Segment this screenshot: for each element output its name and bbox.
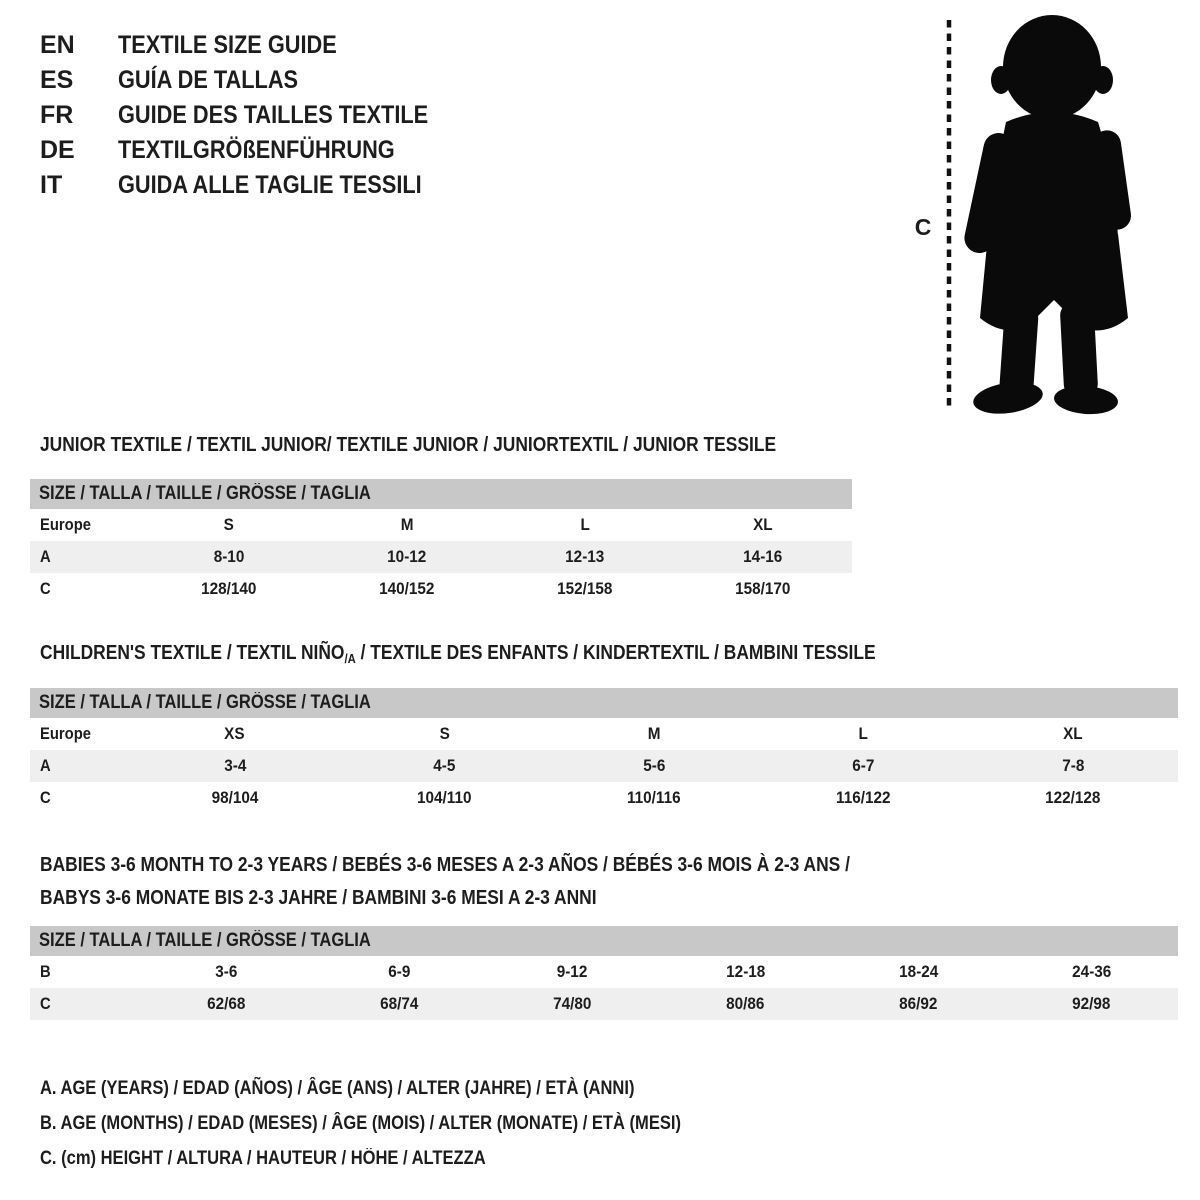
cell-text: 92/98 bbox=[1072, 994, 1111, 1013]
size-header-bar bbox=[30, 926, 1178, 956]
cell-text: 128/140 bbox=[201, 579, 257, 598]
row-label bbox=[30, 547, 140, 567]
cell bbox=[140, 994, 313, 1014]
cell-text: S bbox=[223, 515, 235, 534]
section-title-line1: BABIES 3-6 MONTH TO 2-3 YEARS / BEBÉS 3-6 MESES A 2-3 AÑOS / BÉBÉS 3-6 MOIS À 2-3 ANS / bbox=[40, 854, 850, 876]
row-label bbox=[30, 756, 130, 776]
cell-text: 3-6 bbox=[215, 962, 238, 981]
cell bbox=[496, 547, 674, 567]
legend-text: B. AGE (MONTHS) / EDAD (MESES) / ÂGE (MOIS) / ALTER (MONATE) / ETÀ (MESI) bbox=[40, 1113, 681, 1134]
language-label: TEXTILGRÖßENFÜHRUNG bbox=[118, 136, 395, 164]
cell bbox=[318, 547, 496, 567]
cell-text: 8-10 bbox=[213, 547, 245, 566]
row-label-text: A bbox=[40, 756, 51, 775]
cell bbox=[486, 994, 659, 1014]
size-header-bar bbox=[30, 688, 1178, 718]
row-label-text: C bbox=[40, 994, 51, 1013]
cell bbox=[832, 994, 1005, 1014]
table-row-a bbox=[30, 541, 852, 573]
cell-text: XL bbox=[753, 515, 773, 534]
cell-text: L bbox=[580, 515, 590, 534]
row-label bbox=[30, 962, 140, 982]
cell-text: S bbox=[439, 724, 450, 743]
language-code: ES bbox=[40, 66, 74, 94]
cell-text: 74/80 bbox=[553, 994, 592, 1013]
language-label: GUÍA DE TALLAS bbox=[118, 66, 299, 94]
cell bbox=[318, 515, 496, 535]
cell bbox=[832, 962, 1005, 982]
language-row bbox=[40, 98, 475, 133]
size-header-label: SIZE / TALLA / TAILLE / GRÖSSE / TAGLIA bbox=[39, 930, 371, 951]
cell bbox=[759, 756, 969, 776]
cell-text: L bbox=[858, 724, 869, 743]
cell bbox=[140, 962, 313, 982]
legend-line-a bbox=[40, 1071, 777, 1106]
cell-text: M bbox=[400, 515, 414, 534]
legend-text: C. (cm) HEIGHT / ALTURA / HAUTEUR / HÖHE / ALTEZZA bbox=[40, 1148, 486, 1169]
language-code: DE bbox=[40, 136, 75, 164]
row-label bbox=[30, 788, 130, 808]
row-label-text: Europe bbox=[40, 515, 91, 534]
cell bbox=[674, 579, 852, 599]
cell bbox=[486, 962, 659, 982]
cell-text: 140/152 bbox=[379, 579, 435, 598]
legend-text: A. AGE (YEARS) / EDAD (AÑOS) / ÂGE (ANS) / ALTER (JAHRE) / ETÀ (ANNI) bbox=[40, 1078, 635, 1099]
title-subscript: /A bbox=[344, 651, 356, 666]
section-title-babies bbox=[40, 849, 971, 915]
cell-text: 14-16 bbox=[743, 547, 783, 566]
language-row bbox=[40, 168, 475, 203]
table-row-c bbox=[30, 782, 1178, 814]
section-title-line2: BABYS 3-6 MONATE BIS 2-3 JAHRE / BAMBINI 3-6 MESI A 2-3 ANNI bbox=[40, 887, 597, 909]
cell bbox=[549, 788, 759, 808]
cell bbox=[549, 756, 759, 776]
cell-text: 5-6 bbox=[642, 756, 666, 775]
language-row bbox=[40, 28, 475, 63]
cell-text: 110/116 bbox=[627, 788, 681, 807]
cell bbox=[659, 962, 832, 982]
cell bbox=[968, 788, 1178, 808]
cell bbox=[659, 994, 832, 1014]
cell bbox=[674, 515, 852, 535]
legend-line-b bbox=[40, 1106, 777, 1141]
cell-text: 12-13 bbox=[565, 547, 605, 566]
cell-text: M bbox=[647, 724, 661, 743]
language-code: FR bbox=[40, 101, 74, 129]
language-label: TEXTILE SIZE GUIDE bbox=[118, 31, 337, 59]
height-figure bbox=[935, 10, 1145, 416]
cell-text: 152/158 bbox=[557, 579, 613, 598]
row-label-text: C bbox=[40, 788, 51, 807]
language-list bbox=[40, 28, 475, 203]
cell bbox=[313, 962, 486, 982]
cell-text: XL bbox=[1063, 724, 1083, 743]
language-code: IT bbox=[40, 171, 63, 199]
cell-text: 104/110 bbox=[417, 788, 472, 807]
cell bbox=[130, 756, 340, 776]
table-row-a bbox=[30, 750, 1178, 782]
table-row-europe bbox=[30, 718, 1178, 750]
legend bbox=[40, 1071, 777, 1176]
language-code: EN bbox=[40, 31, 75, 59]
cell bbox=[759, 724, 969, 744]
section-title-text: JUNIOR TEXTILE / TEXTIL JUNIOR/ TEXTILE JUNIOR / JUNIORTEXTIL / JUNIOR TESSILE bbox=[40, 434, 777, 456]
size-header-label: SIZE / TALLA / TAILLE / GRÖSSE / TAGLIA bbox=[39, 483, 371, 504]
table-row-b bbox=[30, 956, 1178, 988]
table-row-c bbox=[30, 988, 1178, 1020]
row-label bbox=[30, 579, 140, 599]
section-title-children bbox=[40, 642, 1000, 666]
cell bbox=[1005, 962, 1178, 982]
cell-text: 80/86 bbox=[726, 994, 765, 1013]
cell-text: 7-8 bbox=[1062, 756, 1085, 775]
cell bbox=[549, 724, 759, 744]
cell bbox=[759, 788, 969, 808]
cell bbox=[968, 756, 1178, 776]
row-label bbox=[30, 515, 140, 535]
cell bbox=[313, 994, 486, 1014]
row-label-text: B bbox=[40, 962, 51, 981]
title-pre: CHILDREN'S TEXTILE / TEXTIL NIÑO bbox=[40, 642, 345, 664]
cell-text: 6-7 bbox=[852, 756, 875, 775]
language-row bbox=[40, 133, 475, 168]
cell-text: 116/122 bbox=[836, 788, 891, 807]
cell bbox=[318, 579, 496, 599]
size-table-junior bbox=[30, 479, 852, 605]
cell-text: 62/68 bbox=[207, 994, 246, 1013]
table-row-europe bbox=[30, 509, 852, 541]
cell-text: 4-5 bbox=[433, 756, 456, 775]
height-measure-label: C bbox=[914, 214, 932, 240]
cell bbox=[968, 724, 1178, 744]
section-title-text bbox=[40, 642, 876, 666]
cell-text: 24-36 bbox=[1071, 962, 1112, 981]
table-row-c bbox=[30, 573, 852, 605]
cell-text: 86/92 bbox=[899, 994, 938, 1013]
cell-text: 12-18 bbox=[725, 962, 766, 981]
cell-text: 3-4 bbox=[223, 756, 246, 775]
cell-text: 158/170 bbox=[735, 579, 791, 598]
legend-line-c bbox=[40, 1141, 777, 1176]
row-label bbox=[30, 724, 130, 744]
cell bbox=[496, 579, 674, 599]
cell bbox=[1005, 994, 1178, 1014]
cell bbox=[340, 724, 550, 744]
cell bbox=[340, 756, 550, 776]
cell-text: 18-24 bbox=[898, 962, 939, 981]
cell-text: 9-12 bbox=[557, 962, 588, 981]
row-label-text: Europe bbox=[40, 724, 91, 743]
section-title-junior bbox=[40, 434, 886, 457]
cell-text: XS bbox=[224, 724, 246, 743]
cell-text: 68/74 bbox=[380, 994, 419, 1013]
size-table-babies bbox=[30, 926, 1178, 1020]
title-post: / TEXTILE DES ENFANTS / KINDERTEXTIL / BAMBINI TESSILE bbox=[355, 642, 876, 664]
language-row bbox=[40, 63, 475, 98]
cell bbox=[130, 788, 340, 808]
cell bbox=[140, 515, 318, 535]
language-label: GUIDE DES TAILLES TEXTILE bbox=[118, 101, 429, 129]
row-label-text: A bbox=[40, 547, 51, 566]
cell-text: 10-12 bbox=[387, 547, 427, 566]
cell bbox=[674, 547, 852, 567]
size-header-label: SIZE / TALLA / TAILLE / GRÖSSE / TAGLIA bbox=[39, 692, 371, 713]
row-label-text: C bbox=[40, 579, 51, 598]
cell bbox=[340, 788, 550, 808]
cell bbox=[130, 724, 340, 744]
cell-text: 122/128 bbox=[1045, 788, 1101, 807]
cell bbox=[496, 515, 674, 535]
cell bbox=[140, 579, 318, 599]
cell-text: 98/104 bbox=[211, 788, 259, 807]
cell bbox=[140, 547, 318, 567]
cell-text: 6-9 bbox=[388, 962, 411, 981]
size-header-bar bbox=[30, 479, 852, 509]
row-label bbox=[30, 994, 140, 1014]
size-table-children bbox=[30, 688, 1178, 814]
language-label: GUIDA ALLE TAGLIE TESSILI bbox=[118, 171, 422, 199]
toddler-silhouette bbox=[962, 15, 1133, 416]
